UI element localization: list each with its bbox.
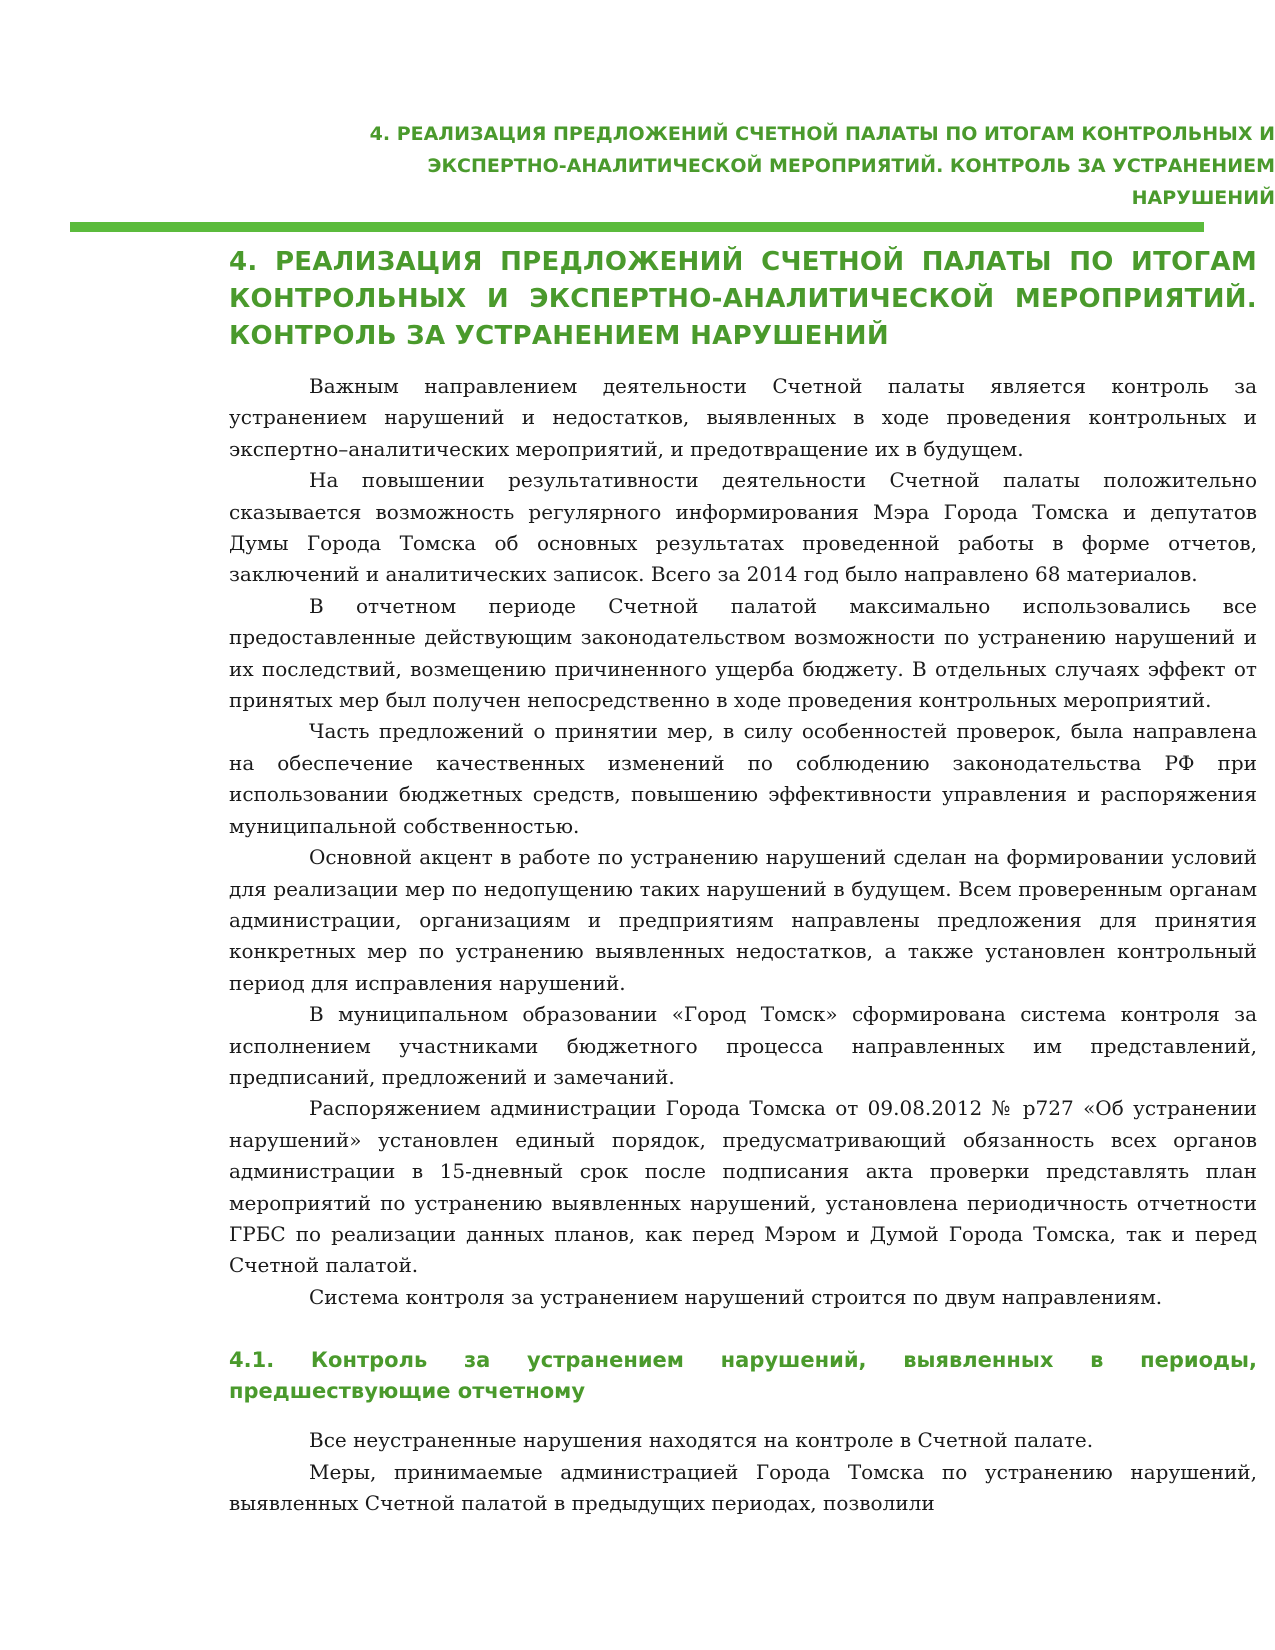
header-divider <box>70 222 1204 232</box>
paragraph: Меры, принимаемые администрацией Города Томска по устранению нарушений, выявленных Счетной палатой в предыдущих периодах, позволили <box>229 1459 1257 1515</box>
running-header-line: 4. РЕАЛИЗАЦИЯ ПРЕДЛОЖЕНИЙ СЧЕТНОЙ ПАЛАТЫ ПО ИТОГАМ КОНТРОЛЬНЫХ И <box>369 123 1275 145</box>
paragraph: В муниципальном образовании «Город Томск» сформирована система контроля за исполнением участниками бюджетного процесса направленных им представлений, предписаний, предложений и замечаний. <box>229 1002 1257 1089</box>
paragraph: В отчетном периоде Счетной палатой максимально использовались все предоставленные действующим законодательством возможности по устранению нарушений и их последствий, возмещению причиненного ущерба бюджету. В отдельных случаях эффект от принятых мер был получен непосредственно в ходе проведения контрольных мероприятий. <box>229 593 1257 713</box>
paragraph: Часть предложений о принятии мер, в силу особенностей проверок, была направлена на обеспечение качественных изменений по соблюдению законодательства РФ при использовании бюджетных средств, повышению эффективности управления и распоряжения муниципальной собственностью. <box>229 719 1257 838</box>
running-header <box>200 118 1275 214</box>
paragraph: Система контроля за устранением нарушений строится по двум направлениям. <box>309 1284 1163 1309</box>
paragraph: Важным направлением деятельности Счетной палаты является контроль за устранением нарушений и недостатков, выявленных в ходе проведения контрольных и экспертно–аналитических мероприятий, и предотвращение их в будущем. <box>229 374 1257 461</box>
paragraph: Все неустраненные нарушения находятся на контроле в Счетной палате. <box>309 1428 1094 1453</box>
paragraph: На повышении результативности деятельности Счетной палаты положительно сказывается возможность регулярного информирования Мэра Города Томска и депутатов Думы Города Томска об основных результатах проведенной работы в форме отчетов, заключений и аналитических записок. Всего за 2014 год было направлено 68 материалов. <box>229 468 1257 587</box>
section-title: 4.1. Контроль за устранением нарушений, выявленных в периоды, предшествующие отчетному <box>229 1348 1257 1404</box>
chapter-title: 4. РЕАЛИЗАЦИЯ ПРЕДЛОЖЕНИЙ СЧЕТНОЙ ПАЛАТЫ ПО ИТОГАМ КОНТРОЛЬНЫХ И ЭКСПЕРТНО-АНАЛИТИЧЕСКОЙ МЕРОПРИЯТИЙ. КОНТРОЛЬ ЗА УСТРАНЕНИЕМ НАРУШЕНИЙ <box>229 247 1257 351</box>
paragraph: Распоряжением администрации Города Томска от 09.08.2012 № р727 «Об устранении нарушений» установлен единый порядок, предусматривающий обязанность всех органов администрации в 15-дневный срок после подписания акта проверки представлять план мероприятий по устранению выявленных нарушений, установлена периодичность отчетности ГРБС по реализации данных планов, как перед Мэром и Думой Города Томска, так и перед Счетной палатой. <box>229 1096 1257 1278</box>
running-header-line: ЭКСПЕРТНО-АНАЛИТИЧЕСКОЙ МЕРОПРИЯТИЙ. КОНТРОЛЬ ЗА УСТРАНЕНИЕМ <box>427 155 1275 177</box>
page-content <box>229 244 1257 1519</box>
running-header-line: НАРУШЕНИЙ <box>1131 187 1275 209</box>
paragraph: Основной акцент в работе по устранению нарушений сделан на формировании условий для реализации мер по недопущению таких нарушений в будущем. Всем проверенным органам администрации, организациям и предприятиям направлены предложения для принятия конкретных мер по устранению выявленных недостатков, а также установлен контрольный период для исправления нарушений. <box>229 845 1257 995</box>
